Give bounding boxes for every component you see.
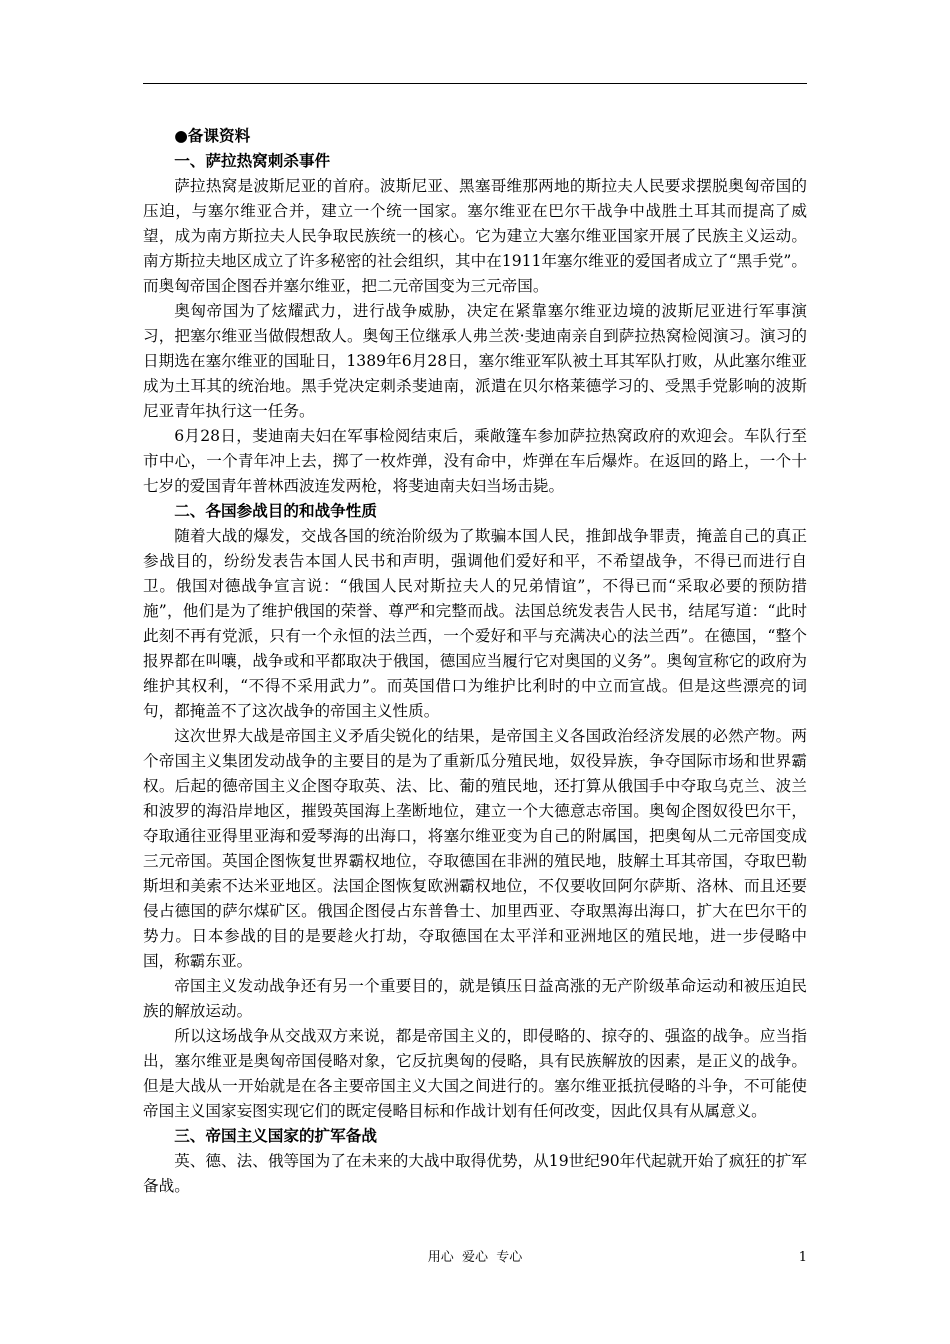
paragraph: 这次世界大战是帝国主义矛盾尖锐化的结果，是帝国主义各国政治经济发展的必然产物。两个帝国主义集团发动战争的主要目的是为了重新瓜分殖民地，奴役异族，争夺国际市场和世界霸权。后起的德帝国主义企图夺取英、法、比、葡的殖民地，还打算从俄国手中夺取乌克兰、波兰和波罗的海沿岸地区，摧毁英国海上垄断地位，建立一个大德意志帝国。奥匈企图奴役巴尔干，夺取通往亚得里亚海和爱琴海的出海口，将塞尔维亚变为自己的附属国，把奥匈从二元帝国变成三元帝国。英国企图恢复世界霸权地位，夺取德国在非洲的殖民地，肢解土耳其帝国，夺取巴勒斯坦和美索不达米亚地区。法国企图恢复欧洲霸权地位，不仅要收回阿尔萨斯、洛林、而且还要侵占德国的萨尔煤矿区。俄国企图侵占东普鲁士、加里西亚、夺取黑海出海口，扩大在巴尔干的势力。日本参战的目的是要趁火打劫，夺取德国在太平洋和亚洲地区的殖民地，进一步侵略中国，称霸东亚。 xyxy=(143,727,807,970)
paragraph: 萨拉热窝是波斯尼亚的首府。波斯尼亚、黑塞哥维那两地的斯拉夫人民要求摆脱奥匈帝国的压迫，与塞尔维亚合并，建立一个统一国家。塞尔维亚在巴尔干战争中战胜土耳其而提高了威望，成为南方斯拉夫人民争取民族统一的核心。它为建立大塞尔维亚国家开展了民族主义运动。南方斯拉夫地区成立了许多秘密的社会组织，其中在1911年塞尔维亚的爱国者成立了“黑手党”。而奥匈帝国企图吞并塞尔维亚，把二元帝国变为三元帝国。 xyxy=(143,177,807,295)
section-title-1: 一、萨拉热窝刺杀事件 xyxy=(174,152,331,170)
section-title-3: 三、帝国主义国家的扩军备战 xyxy=(174,1127,377,1145)
document-body xyxy=(143,124,807,1199)
footer-motto: 用心 爱心 专心 xyxy=(427,1250,523,1265)
paragraph: 帝国主义发动战争还有另一个重要目的，就是镇压日益高涨的无产阶级革命运动和被压迫民族的解放运动。 xyxy=(143,977,807,1020)
paragraph: 英、德、法、俄等国为了在未来的大战中取得优势，从19世纪90年代起就开始了疯狂的扩军备战。 xyxy=(143,1152,807,1195)
section-title-2: 二、各国参战目的和战争性质 xyxy=(174,502,377,520)
page-number: 1 xyxy=(798,1250,807,1265)
paragraph: 6月28日，斐迪南夫妇在军事检阅结束后，乘敞篷车参加萨拉热窝政府的欢迎会。车队行至市中心，一个青年冲上去，掷了一枚炸弹，没有命中，炸弹在车后爆炸。在返回的路上，一个十七岁的爱国青年普林西波连发两枪，将斐迪南夫妇当场击毙。 xyxy=(143,427,807,495)
paragraph: 随着大战的爆发，交战各国的统治阶级为了欺骗本国人民，推卸战争罪责，掩盖自己的真正参战目的，纷纷发表告本国人民书和声明，强调他们爱好和平，不希望战争，不得已而进行自卫。俄国对德战争宣言说：“俄国人民对斯拉夫人的兄弟情谊”，不得已而“采取必要的预防措施”，他们是为了维护俄国的荣誉、尊严和完整而战。法国总统发表告人民书，结尾写道：“此时此刻不再有党派，只有一个永恒的法兰西，一个爱好和平与充满决心的法兰西”。在德国，“整个报界都在叫嚷，战争或和平都取决于俄国，德国应当履行它对奥国的义务”。奥匈宣称它的政府为维护其权利，“不得不采用武力”。而英国借口为维护比利时的中立而宣战。但是这些漂亮的词句，都掩盖不了这次战争的帝国主义性质。 xyxy=(143,527,807,720)
paragraph: 所以这场战争从交战双方来说，都是帝国主义的，即侵略的、掠夺的、强盗的战争。应当指出，塞尔维亚是奥匈帝国侵略对象，它反抗奥匈的侵略，具有民族解放的因素，是正义的战争。但是大战从一开始就是在各主要帝国主义大国之间进行的。塞尔维亚抵抗侵略的斗争，不可能使帝国主义国家妄图实现它们的既定侵略目标和作战计划有任何改变，因此仅具有从属意义。 xyxy=(143,1027,807,1120)
page-footer xyxy=(143,1248,807,1268)
page-heading: ●备课资料 xyxy=(174,127,251,145)
paragraph: 奥匈帝国为了炫耀武力，进行战争威胁，决定在紧靠塞尔维亚边境的波斯尼亚进行军事演习，把塞尔维亚当做假想敌人。奥匈王位继承人弗兰茨·斐迪南亲自到萨拉热窝检阅演习。演习的日期选在塞尔维亚的国耻日，1389年6月28日，塞尔维亚军队被土耳其军队打败，从此塞尔维亚成为土耳其的统治地。黑手党决定刺杀斐迪南，派遣在贝尔格莱德学习的、受黑手党影响的波斯尼亚青年执行这一任务。 xyxy=(143,302,807,420)
header-rule xyxy=(143,83,807,84)
